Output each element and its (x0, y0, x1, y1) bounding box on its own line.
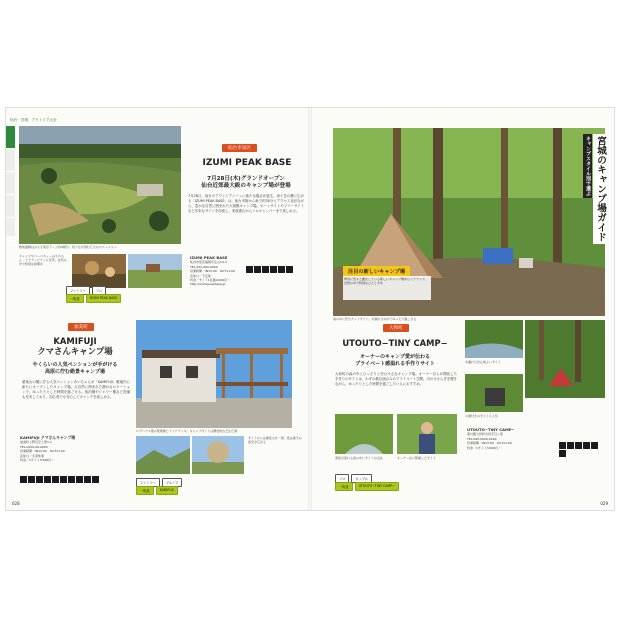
info-title: IZUMI PEAK BASE (190, 255, 228, 260)
fire-icon (44, 476, 51, 483)
side-tab (6, 172, 15, 195)
campsite-headline: やくらいの人気ペンションが手がける 高原に佇む絶景キャンプ場 (32, 362, 118, 375)
toilet-icon (36, 476, 43, 483)
right-page (311, 108, 614, 510)
route-chips (66, 294, 121, 303)
photo-caption: 小屋付きのサイトも人気 (465, 414, 498, 418)
river-photo (335, 414, 393, 454)
campsite-title: UTOUTO−TINY CAMP− (342, 338, 448, 348)
car-icon (583, 442, 590, 449)
campsite-body-text: 大和町の森の中にひっそりと佇む小さなキャンプ場。オーナー自らが開拓した手作りのサイトは、わずか数区画のみのプライベート空間。川のせせらぎを聞きながら、ゆったりとした時間を過ごしたい人におすすめ。 (335, 372, 457, 386)
cabin-photo-caption: ログハウス風の管理棟とウッドデッキ。キャンプサイトは開放的な芝生広場 (136, 429, 238, 433)
info-line: 料金／1サイト3,000円〜 (467, 445, 502, 450)
photo-caption: 木漏れ日が心地よいサイト (465, 360, 501, 364)
campsite-body-text: 7月28日、仙台のアウトドアシーンに新たな拠点が誕生。泉ケ岳の麓に広がる「IZUMI PEAK BASE」は、仙台市街から車で約30分とアクセス良好ながら、豊かな自然に囲まれた大規模キャンプ場。オートサイトやフリーサイトなど多彩なサイトを用意し、家族連れからソロキャンパーまで楽しめる。 (188, 194, 304, 213)
info-line: 料金／1サイト3,500円〜 (20, 458, 55, 463)
info-line: TEL.022-000-0000 (190, 264, 218, 269)
fire-icon (270, 266, 277, 273)
area-badge: 加美町 (68, 323, 94, 331)
style-chip: カップル (351, 474, 372, 483)
tree-photo (192, 436, 244, 474)
route-chip: 一般道 (335, 482, 353, 491)
info-line: 加美町上野目字上原1-1 (20, 440, 52, 445)
running-head: 仙台・宮城 アウトドア大全 (10, 118, 57, 122)
style-chip: ファミリー (136, 478, 160, 487)
photo-caption: 清流が流れる森の中にサイトが点在 (335, 456, 383, 460)
style-chip: ファミリー (66, 286, 90, 295)
info-line: 営業時間／IN13:00 OUT11:00 (190, 269, 235, 274)
woods-tent-photo (525, 320, 605, 398)
info-line: 定休日／冬季休業 (20, 453, 45, 458)
feature-banner-text: 県内に続々と誕生している新しいキャンプ場をピックアップ。自然の中で特別なひとときを (343, 276, 431, 300)
info-line: 料金／サイト1区画4,000円〜 (190, 278, 231, 283)
pet-icon (591, 442, 598, 449)
left-page (6, 108, 309, 510)
info-line: 黒川郡大和町吉田字旦ノ原 (467, 432, 504, 437)
info-line: TEL.090-0000-0000 (467, 436, 497, 441)
cabin-forest-photo (465, 374, 523, 412)
campsite-title: KAMIFUJI クマさんキャンプ場 (37, 336, 113, 356)
rental-icon (92, 476, 99, 483)
info-line: http://izumipeakbase.jp (190, 282, 226, 287)
area-badge: 仙台市泉区 (222, 144, 257, 152)
style-chip: ソロ (335, 474, 349, 483)
magazine-spread (6, 108, 614, 510)
stream-photo (465, 320, 523, 358)
side-index-tabs (6, 126, 15, 236)
toilet-icon (262, 266, 269, 273)
campsite-body-text: 薬莱山の麓に佇む人気ペンションあいちゃんが「KAMIFUJI」敷地内に新たにオープンしたキャンプ場。大自然に囲まれた静かなロケーションで、ゆったりとした時間を過ごせる。宿泊棟やシャワー棟など設備も充実しており、初心者でも安心してキャンプを楽しめる。 (22, 380, 130, 399)
tent-icon (20, 476, 27, 483)
pet-icon (60, 476, 67, 483)
forest-photo-caption: 森の中に佇むテントサイト。木漏れ日の中でゆったり過ごせる (333, 317, 417, 321)
side-tab (6, 149, 15, 172)
bath-icon (84, 476, 91, 483)
car-icon (278, 266, 285, 273)
mountain-view-photo (136, 436, 190, 474)
feature-banner: 注目の新しいキャンプ場 (343, 266, 410, 277)
info-line: 仙台市泉区福岡字岳山14-3 (190, 260, 227, 265)
side-tab (6, 218, 15, 241)
meadow-photo (128, 254, 182, 288)
vertical-title: 宮城のキャンプ場ガイド (595, 136, 606, 242)
wifi-icon (68, 476, 75, 483)
small-photo-caption: サイトからは薬莱山を一望。夜は満天の星空が広がる (248, 436, 302, 444)
tent-icon (246, 266, 253, 273)
route-chips (136, 486, 178, 495)
photo-caption: オーナー自ら整備したサイト (397, 456, 436, 460)
info-line: 営業時間／IN13:00 OUT11:00 (467, 441, 512, 446)
shower-icon (28, 476, 35, 483)
facility-icons (559, 442, 605, 457)
aerial-photo-caption: 敷地面積はおよそ東京ドーム約4個分。泉ケ岳を望む広大なロケーション (19, 245, 117, 249)
route-chips (335, 482, 399, 491)
toilet-icon (567, 442, 574, 449)
page-number: 029 (600, 501, 608, 506)
campsite-info (20, 436, 130, 462)
campsite-headline: 7月28日(木)グランドオープン 仙台近郊最大級のキャンプ場が登場 (201, 176, 291, 190)
small-photo-caption: キャンプやバーベキューはもちろん、アクティビティも充実。自然の中で特別な時間を (19, 254, 67, 266)
info-line: 定休日／不定休 (190, 273, 212, 278)
car-icon (52, 476, 59, 483)
store-icon (76, 476, 83, 483)
owner-photo (397, 414, 457, 454)
campsite-title: IZUMI PEAK BASE (202, 158, 292, 168)
side-tab-active (6, 126, 15, 149)
shower-icon (254, 266, 261, 273)
area-badge: 大和町 (383, 324, 409, 332)
pet-icon (286, 266, 293, 273)
side-tab (6, 195, 15, 218)
water-icon (559, 450, 566, 457)
info-line: 営業時間／IN13:00 OUT11:00 (20, 449, 65, 454)
fire-icon (575, 442, 582, 449)
bbq-photo (72, 254, 126, 288)
info-title: KAMIFUJI クマさんキャンプ場 (20, 435, 76, 440)
style-chip: ソロ (92, 286, 106, 295)
campsite-headline: オーナーのキャンプ愛が伝わる プライベート感溢れる手作りサイト (355, 354, 435, 367)
route-chip: 一般道 (66, 294, 84, 303)
info-title: UTOUTO−TINY CAMP− (467, 427, 515, 432)
aerial-campsite-photo (19, 126, 181, 244)
route-destination-chip: KAMIFUJI (156, 486, 178, 495)
route-destination-chip: UTOUTO−TINY CAMP− (355, 482, 399, 491)
tent-icon (559, 442, 566, 449)
route-chip: 一般道 (136, 486, 154, 495)
route-destination-chip: IZUMI PEAK BASE (86, 294, 122, 303)
campsite-info (467, 428, 557, 450)
page-number: 028 (12, 501, 20, 506)
info-line: TEL.0229-00-0000 (20, 444, 48, 449)
log-cabin-photo (136, 320, 292, 428)
facility-icons (20, 476, 99, 483)
vertical-kicker: キャンプスタイル別で選ぶ (585, 136, 591, 196)
facility-icons (246, 266, 306, 273)
style-chip: グループ (162, 478, 183, 487)
